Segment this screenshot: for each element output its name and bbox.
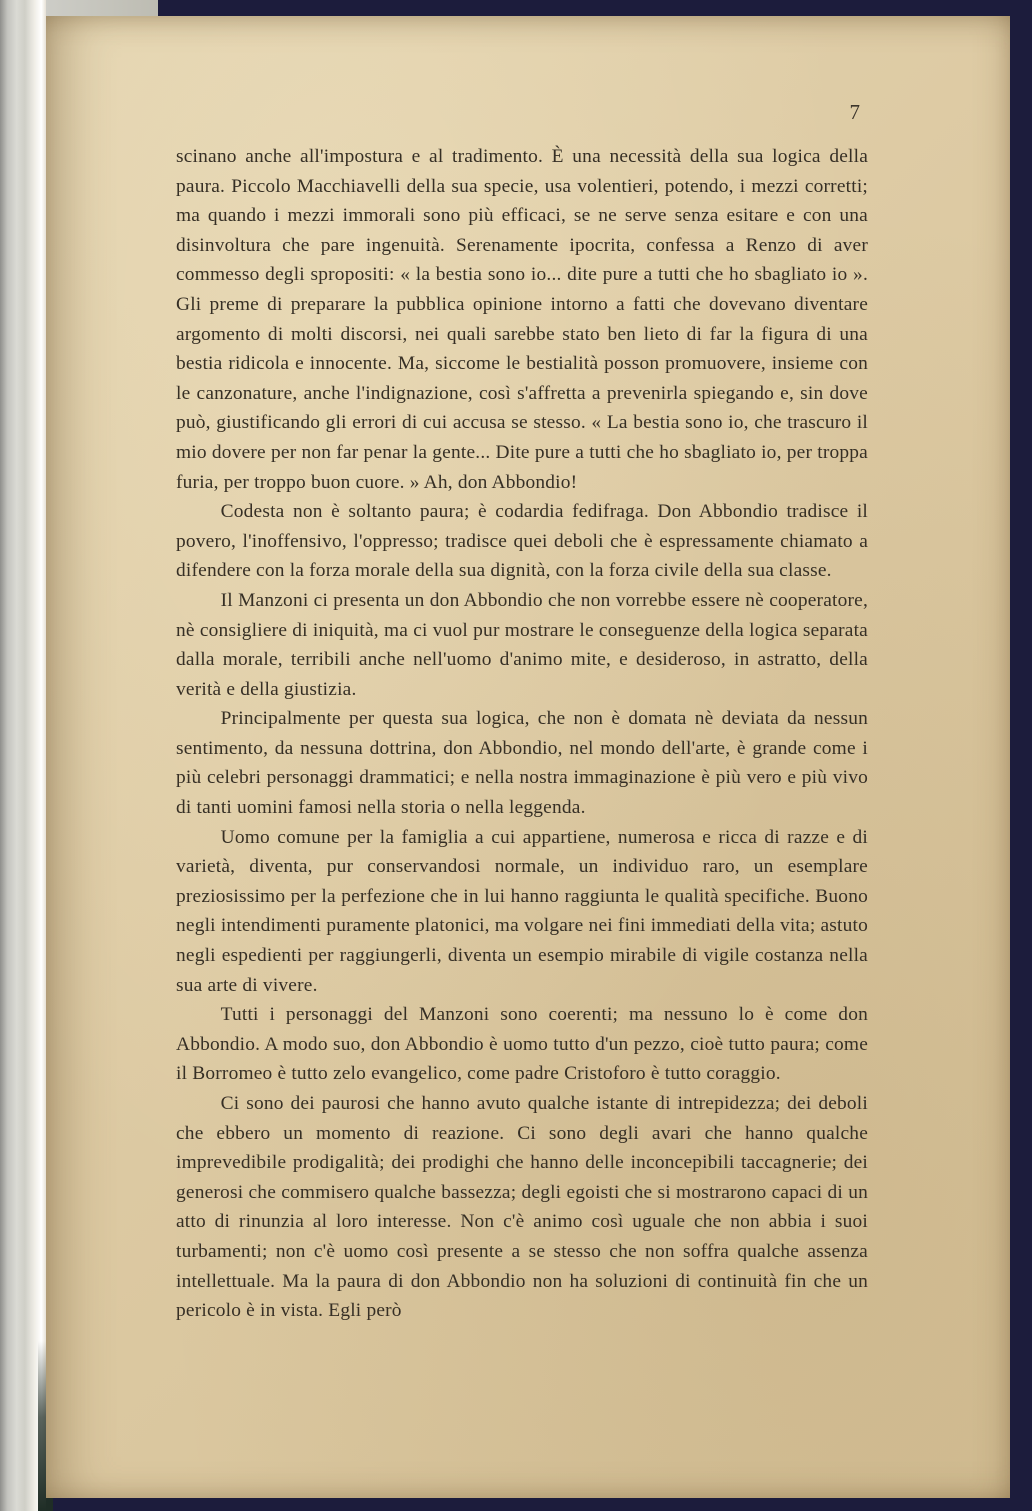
text-block bbox=[176, 142, 868, 1326]
book-page bbox=[46, 16, 1010, 1498]
book-fore-edge bbox=[0, 0, 46, 1511]
paragraph: Uomo comune per la famiglia a cui appartiene, numerosa e ricca di razze e di varietà, diventa, pur conservandosi normale, un individuo raro, un esemplare preziosissimo per la perfezione che in lui hanno raggiunta le qualità specifiche. Buono negli intendimenti puramente platonici, ma volgare nei fini immediati della vita; astuto negli espedienti per raggiungerli, diventa un esempio mirabile di vigile costanza nella sua arte di vivere. bbox=[176, 826, 868, 996]
page-number: 7 bbox=[849, 100, 860, 124]
paragraph: Principalmente per questa sua logica, che non è domata nè deviata da nessun sentimento, da nessuna dottrina, don Abbondio, nel mondo dell'arte, è grande come i più celebri personaggi drammatici; e nella nostra immaginazione è più vero e più vivo di tanti uomini famosi nella storia o nella leggenda. bbox=[176, 708, 868, 819]
paragraph: scinano anche all'impostura e al tradimento. È una necessità della sua logica della paura. Piccolo Macchiavelli della sua specie, usa volentieri, potendo, i mezzi corretti; ma quando i mezzi immorali sono più efficaci, se ne serve senza esitare e con una disinvoltura che pare ingenuità. Serenamente ipocrita, confessa a Renzo di aver commesso degli spropositi: « la bestia sono io... dite pure a tutti che ho sbagliato io ». Gli preme di preparare la pubblica opinione intorno a fatti che dovevano diventare argomento di molti discorsi, nei quali sarebbe stato ben lieto di far la figura di una bestia ridicola e innocente. Ma, siccome le bestialità posson promuovere, insieme con le canzonature, anche l'indignazione, così s'affretta a prevenirla spiegando e, sin dove può, giustificando gli errori di cui accusa se stesso. « La bestia sono io, che trascuro il mio dovere per non far penar la gente... Dite pure a tutti che ho sbagliato io, per troppa furia, per troppo buon cuore. » Ah, don Abbondio! bbox=[176, 146, 868, 493]
paragraph: Ci sono dei paurosi che hanno avuto qualche istante di intrepidezza; dei deboli che ebbero un momento di reazione. Ci sono degli avari che hanno qualche imprevedibile prodigalità; dei prodighi che hanno delle inconcepibili taccagnerie; dei generosi che commisero qualche bassezza; degli egoisti che si mostrarono capaci di un atto di rinunzia al loro interesse. Non c'è animo così uguale che non abbia i suoi turbamenti; non c'è uomo così presente a se stesso che non soffra qualche assenza intellettuale. Ma la paura di don Abbondio non ha soluzioni di continuità fin che un pericolo è in vista. Egli però bbox=[176, 1093, 868, 1322]
paragraph: Tutti i personaggi del Manzoni sono coerenti; ma nessuno lo è come don Abbondio. A modo suo, don Abbondio è uomo tutto d'un pezzo, cioè tutto paura; come il Borromeo è tutto zelo evangelico, come padre Cristoforo è tutto coraggio. bbox=[176, 1004, 868, 1085]
page-edge-corner bbox=[46, 0, 158, 17]
paragraph: Il Manzoni ci presenta un don Abbondio che non vorrebbe essere nè cooperatore, nè consigliere di iniquità, ma ci vuol pur mostrare le conseguenze della logica separata dalla morale, terribili anche nell'uomo d'animo mite, e desideroso, in astratto, della verità e della giustizia. bbox=[176, 589, 868, 700]
paragraph: Codesta non è soltanto paura; è codardia fedifraga. Don Abbondio tradisce il povero, l'inoffensivo, l'oppresso; tradisce quei deboli che è espressamente chiamato a difendere con la forza morale della sua dignità, con la forza civile della sua classe. bbox=[176, 501, 868, 582]
